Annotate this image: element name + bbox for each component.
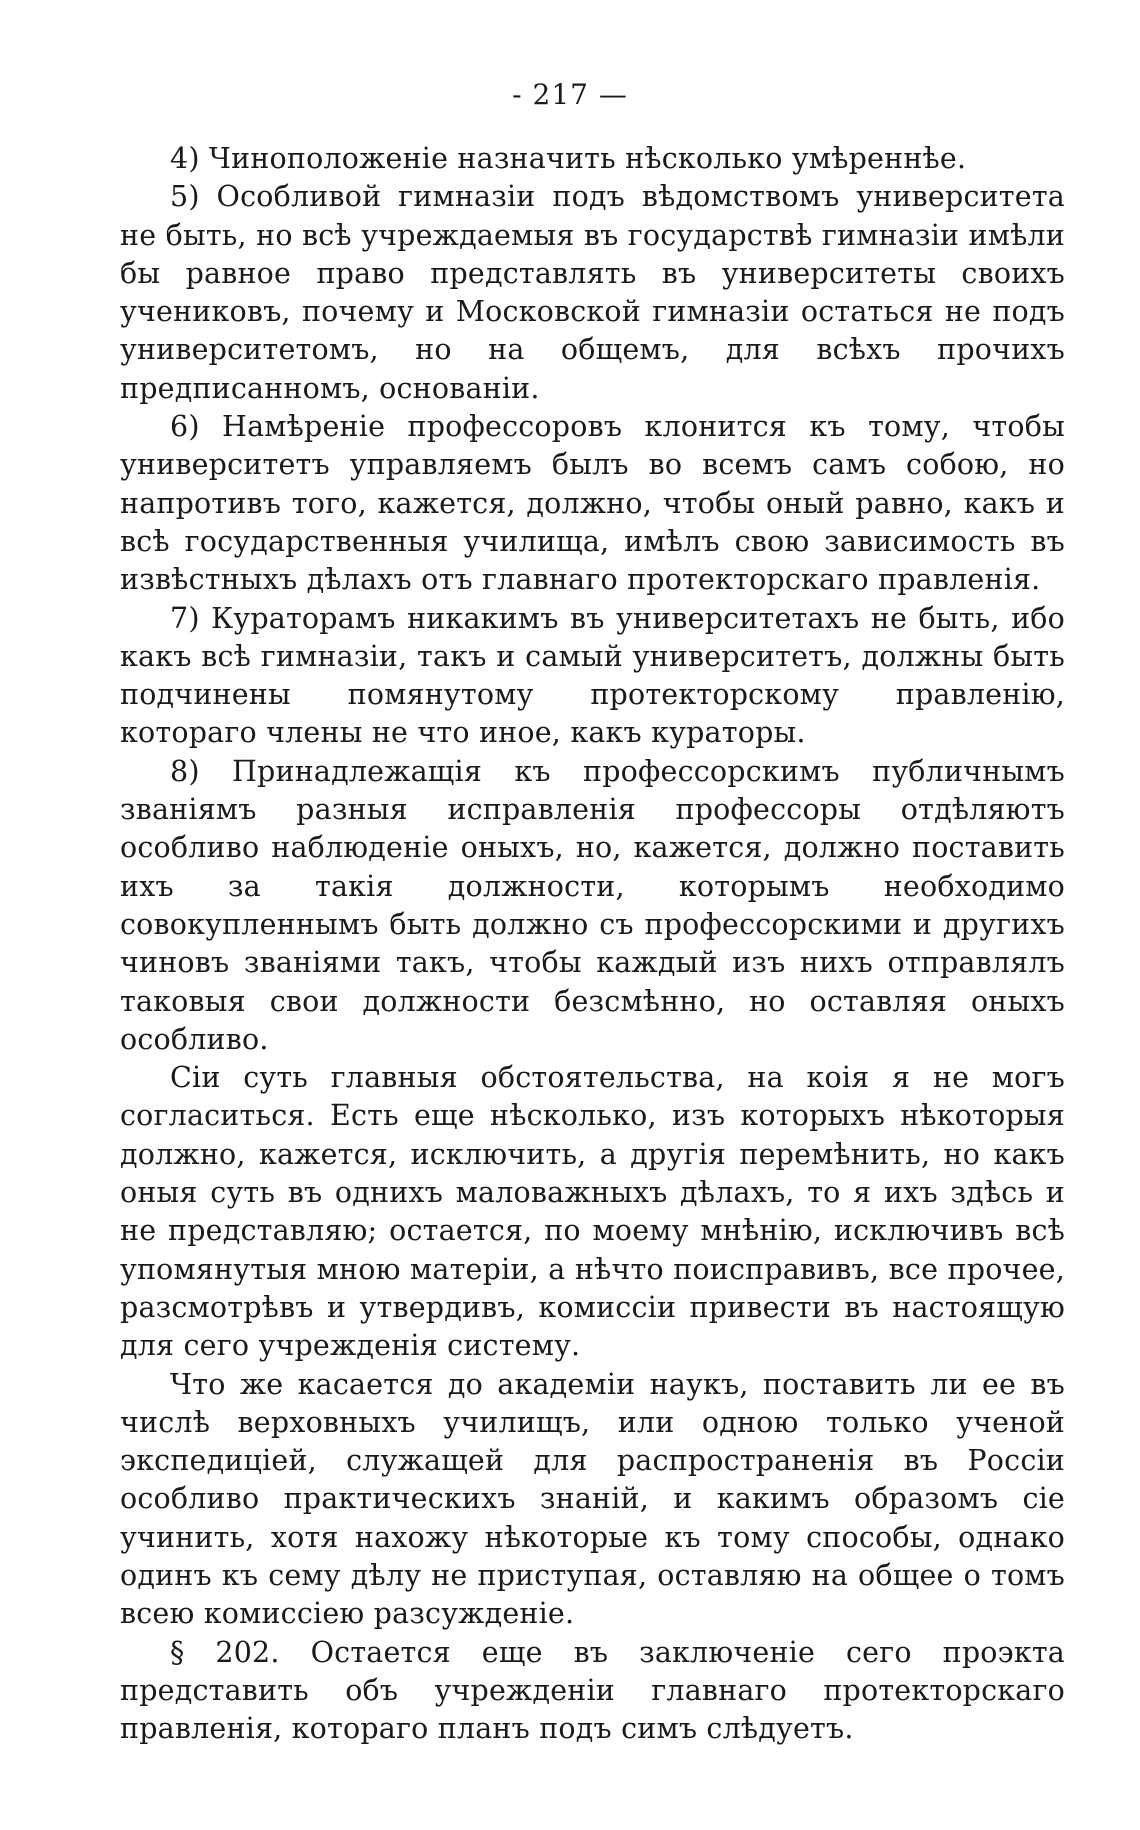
paragraph-academy: Что же касается до академіи наукъ, поставить ли ее въ числѣ верховныхъ училищъ, или одною только ученой экспедиціей, служащей для распространенія въ Россіи особливо практическихъ знаній, и какимъ образомъ сіе учинить, хотя нахожу нѣкоторые къ тому способы, однако одинъ къ сему дѣлу не приступая, оставляю на общее о томъ всею комиссіею разсужденіе. <box>120 1367 1065 1631</box>
paragraph-section-202: § 202. Остается еще въ заключеніе сего проэкта представить объ учрежденіи главнаго протекторскаго правленія, котораго планъ подъ симъ слѣдуетъ. <box>120 1635 1065 1746</box>
paragraph-circumstances: Сіи суть главныя обстоятельства, на коія я не могъ согласиться. Есть еще нѣсколько, изъ которыхъ нѣкоторыя должно, кажется, исключить, а другія перемѣнить, но какъ оныя суть въ однихъ маловажныхъ дѣлахъ, то я ихъ здѣсь и не представляю; остается, по моему мнѣнію, исключивъ всѣ упомянутыя мною матеріи, а нѣчто поисправивъ, все прочее, разсмотрѣвъ и утвердивъ, комиссіи привести въ настоящую для сего учрежденія систему. <box>120 1061 1065 1363</box>
paragraph-item-5: 5) Особливой гимназіи подъ вѣдомствомъ университета не быть, но всѣ учреждаемыя въ государствѣ гимназіи имѣли бы равное право представлять въ университеты своихъ учениковъ, почему и Московской гимназіи остаться не подъ университетомъ, но на общемъ, для всѣхъ прочихъ предписанномъ, основаніи. <box>120 180 1065 405</box>
page-number: - 217 — <box>512 78 628 111</box>
paragraph-item-8: 8) Принадлежащія къ профессорскимъ публичнымъ званіямъ разныя исправленія профессоры отдѣляютъ особливо наблюденіе оныхъ, но, кажется, должно поставить ихъ за такія должности, которымъ необходимо совокупленнымъ быть должно съ профессорскими и другихъ чиновъ званіями такъ, чтобы каждый изъ нихъ отправлялъ таковыя свои должности безсмѣнно, но оставляя оныхъ особливо. <box>120 754 1065 1056</box>
paragraph-item-7: 7) Кураторамъ никакимъ въ университетахъ не быть, ибо какъ всѣ гимназіи, такъ и самый университетъ, должны быть подчинены помянутому протекторскому правленію, котораго члены не что иное, какъ кураторы. <box>120 601 1065 750</box>
paragraph-item-4: 4) Чиноположеніе назначить нѣсколько умѣреннѣе. <box>170 142 967 175</box>
body-text <box>120 140 1065 1748</box>
paragraph-item-6: 6) Намѣреніе профессоровъ клонится къ тому, чтобы университетъ управляемъ былъ во всемъ самъ собою, но напротивъ того, кажется, должно, чтобы оный равно, какъ и всѣ государственныя училища, имѣлъ свою зависимость въ извѣстныхъ дѣлахъ отъ главнаго протекторскаго правленія. <box>120 410 1065 597</box>
